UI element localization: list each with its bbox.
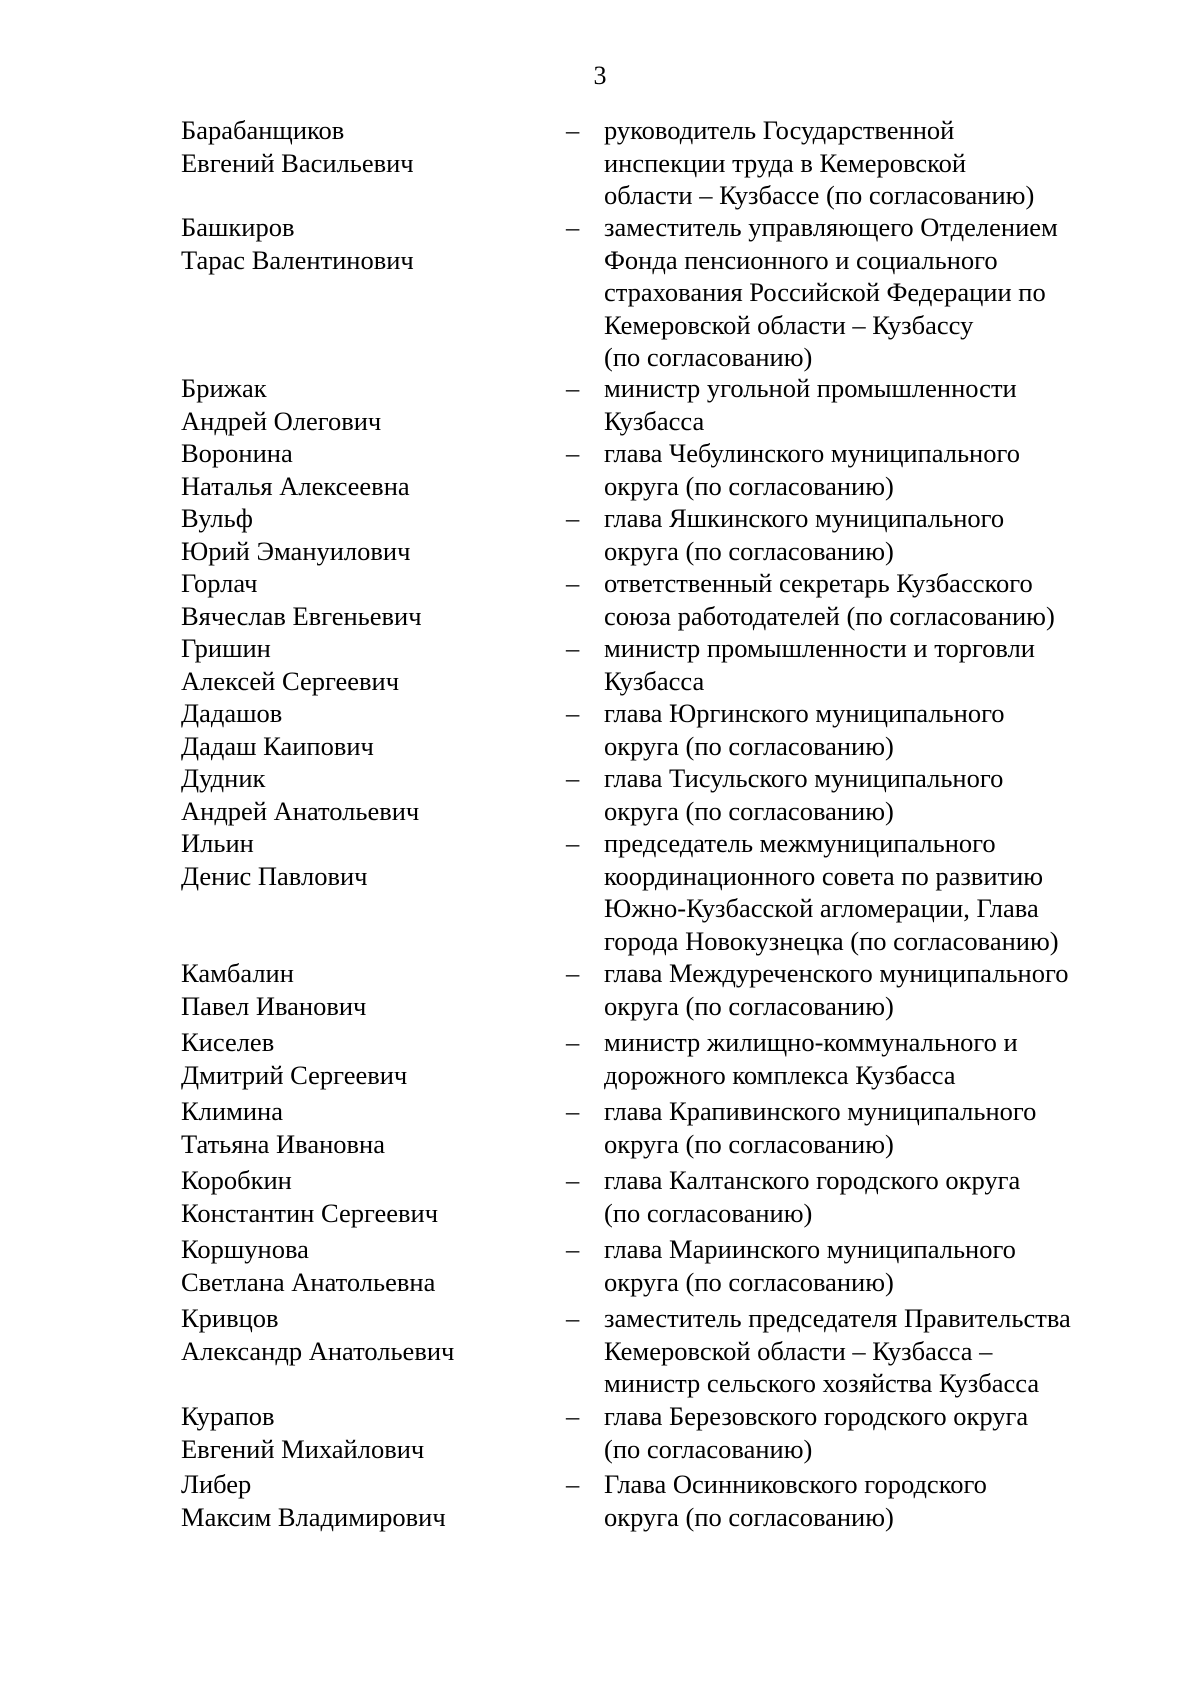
roster-entry — [0, 827, 1200, 957]
position-line: Кемеровской области – Кузбасса – — [604, 1335, 993, 1366]
member-given-name: Дадаш Каипович — [181, 730, 374, 761]
member-position — [604, 372, 1124, 437]
member-surname: Дадашов — [181, 698, 283, 728]
roster-entry — [0, 211, 1200, 372]
position-line: министр сельского хозяйства Кузбасса — [604, 1368, 1040, 1398]
dash-separator: – — [566, 1234, 580, 1264]
member-name — [181, 1302, 561, 1367]
page-number: 3 — [593, 61, 607, 90]
position-line: Кузбасса — [604, 405, 705, 436]
roster-entry — [0, 697, 1200, 762]
member-name — [181, 1095, 561, 1160]
position-line: округа (по согласованию) — [604, 1128, 894, 1159]
position-line: глава Крапивинского муниципального — [604, 1096, 1037, 1126]
roster-entry — [0, 1164, 1200, 1233]
member-position — [604, 1400, 1124, 1465]
roster-entry — [0, 1302, 1200, 1400]
roster-entry — [0, 567, 1200, 632]
member-name — [181, 211, 561, 276]
member-surname: Воронина — [181, 438, 293, 468]
member-given-name: Константин Сергеевич — [181, 1197, 439, 1228]
position-line: (по согласованию) — [604, 342, 813, 372]
roster-entry — [0, 632, 1200, 697]
member-surname: Киселев — [181, 1027, 275, 1057]
position-line: округа (по согласованию) — [604, 1501, 894, 1532]
member-surname: Вульф — [181, 503, 253, 533]
dash-separator: – — [566, 568, 580, 598]
position-line: глава Калтанского городского округа — [604, 1165, 1021, 1195]
roster-entry — [0, 1026, 1200, 1095]
member-position — [604, 1302, 1124, 1400]
member-given-name: Андрей Олегович — [181, 405, 382, 436]
position-line: округа (по согласованию) — [604, 470, 894, 501]
position-line: области – Кузбассе (по согласованию) — [604, 180, 1035, 210]
dash-separator: – — [566, 212, 580, 242]
member-given-name: Светлана Анатольевна — [181, 1266, 436, 1297]
position-line: округа (по согласованию) — [604, 990, 894, 1021]
member-name — [181, 1164, 561, 1229]
dash-separator: – — [566, 1096, 580, 1126]
position-line: инспекции труда в Кемеровской — [604, 147, 967, 178]
roster-entry — [0, 1095, 1200, 1164]
member-position — [604, 697, 1124, 762]
position-line: (по согласованию) — [604, 1197, 813, 1228]
member-given-name: Евгений Михайлович — [181, 1433, 425, 1464]
position-line: округа (по согласованию) — [604, 730, 894, 761]
member-position — [604, 437, 1124, 502]
member-name — [181, 697, 561, 762]
member-given-name: Наталья Алексеевна — [181, 470, 410, 501]
roster-entry — [0, 372, 1200, 437]
member-position — [604, 827, 1124, 957]
member-position — [604, 1164, 1124, 1229]
position-line: заместитель управляющего Отделением — [604, 212, 1058, 242]
member-surname: Дудник — [181, 763, 266, 793]
position-line: глава Междуреченского муниципального — [604, 958, 1069, 988]
position-line: дорожного комплекса Кузбасса — [604, 1059, 956, 1090]
position-line: министр жилищно-коммунального и — [604, 1027, 1018, 1057]
member-name — [181, 437, 561, 502]
roster-entry — [0, 1400, 1200, 1468]
member-position — [604, 1233, 1124, 1298]
member-name — [181, 827, 561, 892]
member-surname: Кривцов — [181, 1303, 279, 1333]
position-line: Южно-Кузбасской агломерации, Глава — [604, 893, 1039, 923]
member-given-name: Алексей Сергеевич — [181, 665, 400, 696]
roster-entry — [0, 1233, 1200, 1302]
position-line: Глава Осинниковского городского — [604, 1469, 987, 1499]
position-line: министр промышленности и торговли — [604, 633, 1035, 663]
position-line: глава Юргинского муниципального — [604, 698, 1005, 728]
roster-entry — [0, 437, 1200, 502]
member-position — [604, 567, 1124, 632]
roster-entry — [0, 502, 1200, 567]
member-given-name: Андрей Анатольевич — [181, 795, 420, 826]
member-position — [604, 1026, 1124, 1091]
position-line: ответственный секретарь Кузбасского — [604, 568, 1033, 598]
position-line: заместитель председателя Правительства — [604, 1303, 1071, 1333]
dash-separator: – — [566, 1401, 580, 1431]
member-name — [181, 632, 561, 697]
member-surname: Ильин — [181, 828, 254, 858]
dash-separator: – — [566, 1027, 580, 1057]
position-line: координационного совета по развитию — [604, 860, 1044, 891]
position-line: глава Яшкинского муниципального — [604, 503, 1005, 533]
position-line: глава Тисульского муниципального — [604, 763, 1004, 793]
position-line: округа (по согласованию) — [604, 535, 894, 566]
dash-separator: – — [566, 633, 580, 663]
member-name — [181, 567, 561, 632]
member-surname: Горлач — [181, 568, 258, 598]
member-name — [181, 957, 561, 1022]
member-surname: Коршунова — [181, 1234, 309, 1264]
member-position — [604, 1095, 1124, 1160]
position-line: округа (по согласованию) — [604, 1266, 894, 1297]
position-line: глава Чебулинского муниципального — [604, 438, 1020, 468]
member-surname: Камбалин — [181, 958, 294, 988]
position-line: (по согласованию) — [604, 1433, 813, 1464]
dash-separator: – — [566, 438, 580, 468]
position-line: страхования Российской Федерации по — [604, 277, 1046, 307]
member-name — [181, 1026, 561, 1091]
roster-entry — [0, 114, 1200, 211]
position-line: Кемеровской области – Кузбассу — [604, 309, 974, 340]
member-position — [604, 1468, 1124, 1533]
position-line: округа (по согласованию) — [604, 795, 894, 826]
member-position — [604, 211, 1124, 374]
dash-separator: – — [566, 763, 580, 793]
member-roster — [0, 114, 1200, 1534]
member-given-name: Вячеслав Евгеньевич — [181, 600, 422, 631]
member-surname: Гришин — [181, 633, 271, 663]
member-given-name: Денис Павлович — [181, 860, 368, 891]
roster-entry — [0, 762, 1200, 827]
member-given-name: Максим Владимирович — [181, 1501, 446, 1532]
member-surname: Коробкин — [181, 1165, 292, 1195]
member-given-name: Дмитрий Сергеевич — [181, 1059, 408, 1090]
dash-separator: – — [566, 373, 580, 403]
member-name — [181, 1400, 561, 1465]
dash-separator: – — [566, 503, 580, 533]
member-name — [181, 762, 561, 827]
position-line: министр угольной промышленности — [604, 373, 1017, 403]
member-surname: Башкиров — [181, 212, 295, 242]
position-line: глава Березовского городского округа — [604, 1401, 1029, 1431]
member-given-name: Александр Анатольевич — [181, 1335, 455, 1366]
member-surname: Либер — [181, 1469, 252, 1499]
member-position — [604, 502, 1124, 567]
dash-separator: – — [566, 1303, 580, 1333]
member-position — [604, 957, 1124, 1022]
member-surname: Барабанщиков — [181, 115, 345, 145]
dash-separator: – — [566, 698, 580, 728]
position-line: союза работодателей (по согласованию) — [604, 600, 1055, 631]
member-name — [181, 502, 561, 567]
member-name — [181, 372, 561, 437]
roster-entry — [0, 1468, 1200, 1534]
member-given-name: Евгений Васильевич — [181, 147, 414, 178]
position-line: города Новокузнецка (по согласованию) — [604, 925, 1059, 956]
member-given-name: Юрий Эмануилович — [181, 535, 411, 566]
position-line: председатель межмуниципального — [604, 828, 996, 858]
position-line: глава Мариинского муниципального — [604, 1234, 1016, 1264]
member-name — [181, 114, 561, 179]
member-name — [181, 1233, 561, 1298]
position-line: Фонда пенсионного и социального — [604, 244, 998, 275]
position-line: Кузбасса — [604, 665, 705, 696]
position-line: руководитель Государственной — [604, 115, 955, 145]
member-position — [604, 114, 1124, 212]
member-given-name: Тарас Валентинович — [181, 244, 414, 275]
member-surname: Брижак — [181, 373, 267, 403]
member-surname: Курапов — [181, 1401, 275, 1431]
member-name — [181, 1468, 561, 1533]
member-position — [604, 632, 1124, 697]
member-given-name: Татьяна Ивановна — [181, 1128, 385, 1159]
roster-entry — [0, 957, 1200, 1026]
dash-separator: – — [566, 115, 580, 145]
dash-separator: – — [566, 1165, 580, 1195]
dash-separator: – — [566, 958, 580, 988]
member-surname: Климина — [181, 1096, 283, 1126]
member-given-name: Павел Иванович — [181, 990, 367, 1021]
member-position — [604, 762, 1124, 827]
dash-separator: – — [566, 828, 580, 858]
dash-separator: – — [566, 1469, 580, 1499]
